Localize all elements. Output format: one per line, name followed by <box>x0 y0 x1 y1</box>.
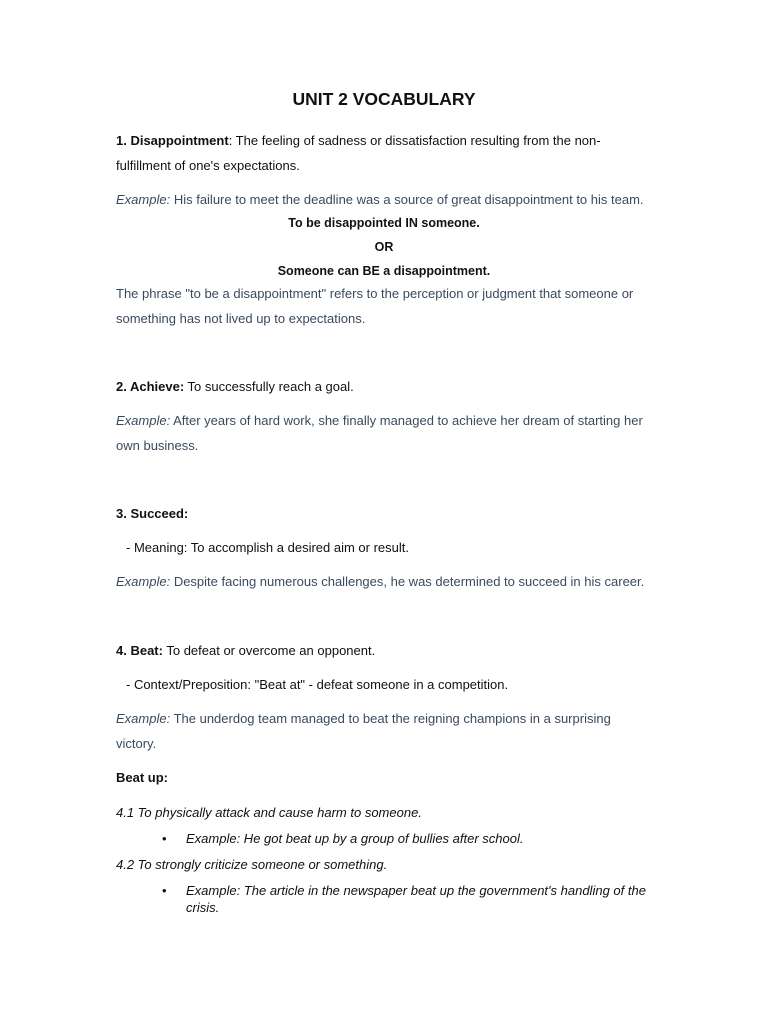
term-succeed: 3. Succeed: <box>116 506 189 521</box>
example-text: Despite facing numerous challenges, he was determined to succeed in his career. <box>170 574 645 589</box>
note-line-2: something has not lived up to expectations. <box>116 311 366 326</box>
beat-context: - Context/Preposition: "Beat at" - defeat someone in a competition. <box>126 677 509 692</box>
beat-up-heading <box>116 766 168 791</box>
example-label: Example: <box>116 711 171 726</box>
page-title: UNIT 2 VOCABULARY <box>292 89 476 109</box>
example-disappointment <box>116 188 644 213</box>
definition-text: To successfully reach a goal. <box>184 379 354 394</box>
succeed-meaning: - Meaning: To accomplish a desired aim or result. <box>126 540 409 555</box>
entry-disappointment-definition <box>116 129 601 154</box>
note-line-1: The phrase "to be a disappointment" refers to the perception or judgment that someone or <box>116 286 634 301</box>
example-achieve <box>116 409 643 434</box>
example-label: Example: <box>116 413 171 428</box>
bullet-marker: • <box>162 831 167 846</box>
definition-text: : The feeling of sadness or dissatisfaction resulting from the non- <box>228 133 601 148</box>
term-beat: 4. Beat: <box>116 643 163 658</box>
bullet-marker: • <box>162 883 167 898</box>
usage-or: OR <box>374 240 394 254</box>
definition-text: To defeat or overcome an opponent. <box>162 643 376 658</box>
term-achieve: 2. Achieve: <box>116 379 185 394</box>
beat-up-sense-2: 4.2 To strongly criticize someone or something. <box>116 857 388 872</box>
example-label: Example: <box>116 192 171 207</box>
example-text: His failure to meet the deadline was a source of great disappointment to his team. <box>170 192 644 207</box>
example-text: After years of hard work, she finally managed to achieve her dream of starting her <box>170 413 643 428</box>
beat-up-sense-1-example: Example: He got beat up by a group of bullies after school. <box>186 831 524 846</box>
entry-beat-definition <box>116 639 375 664</box>
example-succeed <box>116 570 644 595</box>
beat-up-sense-2-example-continuation: crisis. <box>186 900 220 915</box>
subheading-text: Beat up: <box>116 770 168 785</box>
example-beat-continuation: victory. <box>116 736 157 751</box>
example-beat <box>116 707 611 732</box>
usage-in-someone: To be disappointed IN someone. <box>288 216 480 230</box>
beat-up-sense-1: 4.1 To physically attack and cause harm to someone. <box>116 805 422 820</box>
term-disappointment: 1. Disappointment <box>116 133 229 148</box>
entry-succeed-heading <box>116 502 188 527</box>
usage-be-disappointment: Someone can BE a disappointment. <box>277 264 491 278</box>
example-achieve-continuation: own business. <box>116 438 199 453</box>
example-label: Example: <box>116 574 171 589</box>
entry-achieve-definition <box>116 375 354 400</box>
beat-up-sense-2-example: Example: The article in the newspaper beat up the government's handling of the <box>186 883 646 898</box>
example-text: The underdog team managed to beat the reigning champions in a surprising <box>170 711 611 726</box>
definition-continuation: fulfillment of one's expectations. <box>116 158 300 173</box>
